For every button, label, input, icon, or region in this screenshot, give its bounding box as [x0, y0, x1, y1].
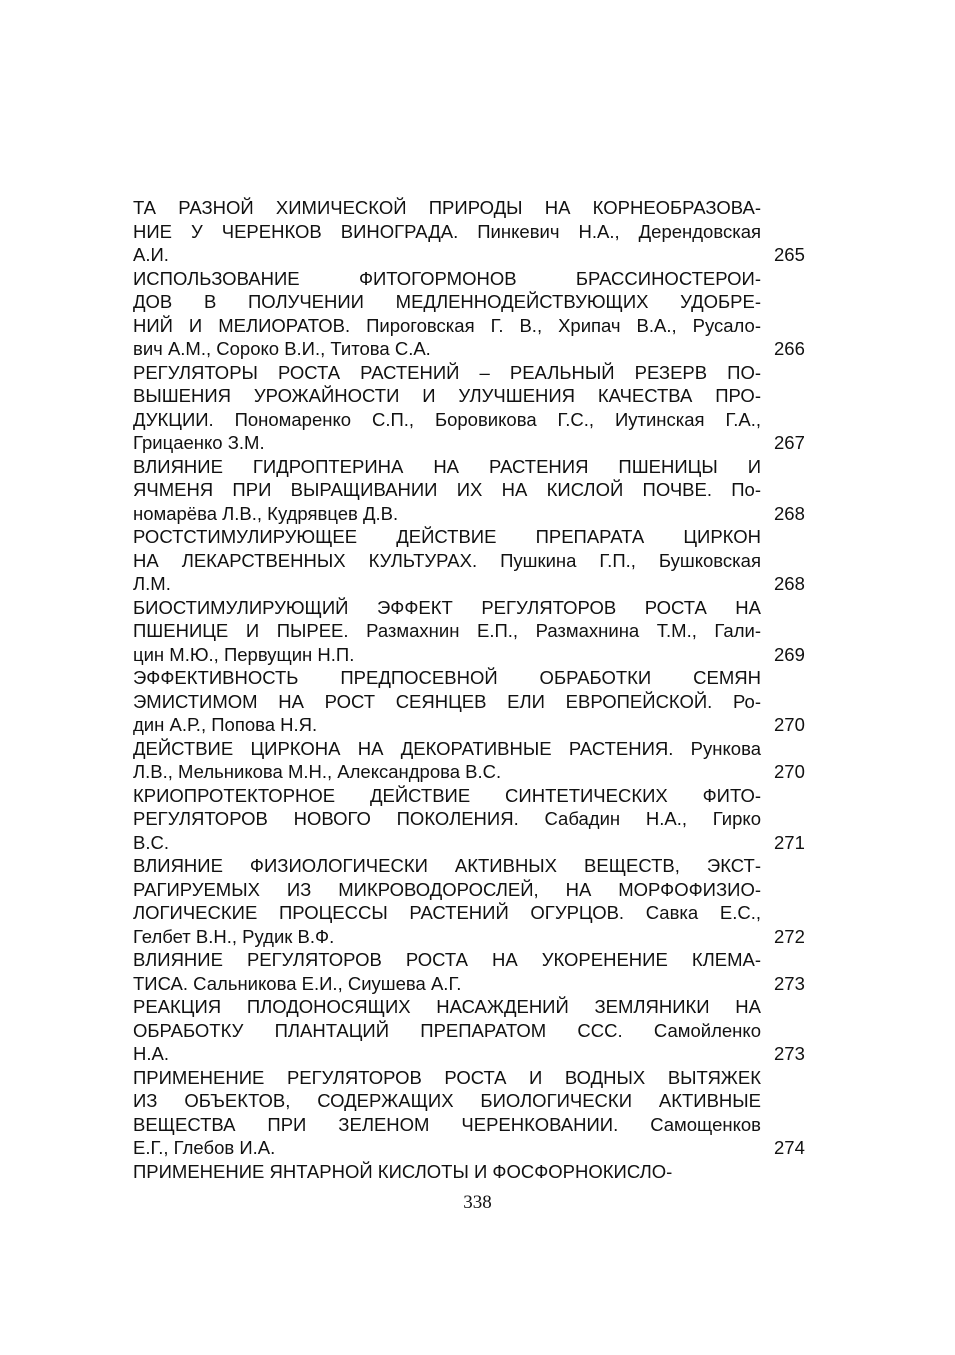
toc-entry-line: ВЛИЯНИЕ ФИЗИОЛОГИЧЕСКИ АКТИВНЫХ ВЕЩЕСТВ, ЭКСТ-: [133, 855, 761, 876]
toc-entry-line: ВЛИЯНИЕ РЕГУЛЯТОРОВ РОСТА НА УКОРЕНЕНИЕ КЛЕМА-: [133, 949, 761, 970]
toc-entry-line: Гелбет В.Н., Рудик В.Ф.: [133, 925, 335, 947]
toc-entry-line: КРИОПРОТЕКТОРНОЕ ДЕЙСТВИЕ СИНТЕТИЧЕСКИХ ФИТО-: [133, 784, 761, 806]
toc-entry-line: РЕГУЛЯТОРЫ РОСТА РАСТЕНИЙ – РЕАЛЬНЫЙ РЕЗЕРВ ПО-: [133, 361, 761, 383]
toc-entry-line: вич А.М., Сороко В.И., Титова С.А.: [133, 338, 431, 359]
toc-entry: [133, 267, 813, 361]
toc-entry: [133, 995, 813, 1066]
toc-entry-line: НИЕ У ЧЕРЕНКОВ ВИНОГРАДА. Пинкевич Н.А., Дерендовская: [133, 220, 761, 242]
toc-entry-page: 272: [774, 925, 805, 947]
toc-entry-line: ОБРАБОТКУ ПЛАНТАЦИЙ ПРЕПАРАТОМ ССС. Самойленко: [133, 1019, 761, 1041]
toc-entry: [133, 196, 813, 267]
toc-entry-line: ПШЕНИЦЕ И ПЫРЕЕ. Размахнин Е.П., Размахнина Т.М., Гали-: [133, 620, 761, 641]
toc-entry-line: Л.М.: [133, 573, 171, 594]
toc-entry-page: 274: [774, 1137, 805, 1158]
toc-entry-line: ЛОГИЧЕСКИЕ ПРОЦЕССЫ РАСТЕНИЙ ОГУРЦОВ. Савка Е.С.,: [133, 902, 761, 923]
toc-entry: [133, 737, 813, 784]
toc-entry: [133, 455, 813, 526]
toc-entry-line: ВЫШЕНИЯ УРОЖАЙНОСТИ И УЛУЧШЕНИЯ КАЧЕСТВА ПРО-: [133, 385, 761, 406]
toc-entry-line: А.И.: [133, 244, 169, 265]
toc-entry-line: ЭФФЕКТИВНОСТЬ ПРЕДПОСЕВНОЙ ОБРАБОТКИ СЕМЯН: [133, 667, 761, 688]
toc-entry-line: РЕАКЦИЯ ПЛОДОНОСЯЩИХ НАСАЖДЕНИЙ ЗЕМЛЯНИКИ НА: [133, 996, 761, 1017]
toc-entry-line: ВЕЩЕСТВА ПРИ ЗЕЛЕНОМ ЧЕРЕНКОВАНИИ. Самощенков: [133, 1113, 761, 1135]
toc-entry-line: цин М.Ю., Первущин Н.П.: [133, 643, 355, 665]
toc-entry-line: ДУКЦИИ. Пономаренко С.П., Боровикова Г.С., Иутинская Г.А.,: [133, 408, 761, 430]
toc-entry-line: ИЗ ОБЪЕКТОВ, СОДЕРЖАЩИХ БИОЛОГИЧЕСКИ АКТИВНЫЕ: [133, 1090, 761, 1111]
toc-entry-line: ВЛИЯНИЕ ГИДРОПТЕРИНА НА РАСТЕНИЯ ПШЕНИЦЫ И: [133, 455, 761, 477]
toc-entry-line: В.С.: [133, 831, 169, 853]
toc-entry-line: дин А.Р., Попова Н.Я.: [133, 714, 318, 735]
toc-entry-line: Грицаенко З.М.: [133, 432, 265, 453]
toc-entry-line: БИОСТИМУЛИРУЮЩИЙ ЭФФЕКТ РЕГУЛЯТОРОВ РОСТА НА: [133, 596, 761, 618]
toc-entry-line: ТИСА. Сальникова Е.И., Сиушева А.Г.: [133, 972, 462, 994]
toc-entry-line: НИЙ И МЕЛИОРАТОВ. Пироговская Г. В., Хрипач В.А., Русало-: [133, 314, 761, 336]
toc-entry: [133, 948, 813, 995]
toc-entry: [133, 596, 813, 667]
toc-entry: [133, 666, 813, 737]
toc-entry-page: 266: [774, 338, 805, 359]
toc-entry-line: ДЕЙСТВИЕ ЦИРКОНА НА ДЕКОРАТИВНЫЕ РАСТЕНИЯ. Рункова: [133, 737, 761, 759]
toc-entry-line: ПРИМЕНЕНИЕ ЯНТАРНОЙ КИСЛОТЫ И ФОСФОРНОКИСЛО-: [133, 1160, 673, 1182]
toc-entry: [133, 525, 813, 596]
toc-entry-line: ТА РАЗНОЙ ХИМИЧЕСКОЙ ПРИРОДЫ НА КОРНЕОБРАЗОВА-: [133, 197, 761, 218]
toc-entry: [133, 1160, 813, 1184]
toc-entry-line: РАГИРУЕМЫХ ИЗ МИКРОВОДОРОСЛЕЙ, НА МОРФОФИЗИО-: [133, 878, 761, 900]
toc-entry-page: 273: [774, 1043, 805, 1064]
toc-entry-page: 265: [774, 244, 805, 265]
toc-entry-line: номарёва Л.В., Кудрявцев Д.В.: [133, 502, 399, 524]
toc-entry-page: 268: [774, 573, 805, 594]
toc-entry: [133, 361, 813, 455]
toc-entry: [133, 854, 813, 948]
toc-entry-page: 270: [774, 714, 805, 735]
toc-entry-line: НА ЛЕКАРСТВЕННЫХ КУЛЬТУРАХ. Пушкина Г.П., Бушковская: [133, 549, 761, 571]
toc-entry-line: ЭМИСТИМОМ НА РОСТ СЕЯНЦЕВ ЕЛИ ЕВРОПЕЙСКОЙ. Ро-: [133, 690, 761, 712]
toc-entry-line: Л.В., Мельникова М.Н., Александрова В.С.: [133, 761, 502, 782]
toc-entry-line: РОСТСТИМУЛИРУЮЩЕЕ ДЕЙСТВИЕ ПРЕПАРАТА ЦИРКОН: [133, 526, 761, 547]
toc-entry-line: РЕГУЛЯТОРОВ НОВОГО ПОКОЛЕНИЯ. Сабадин Н.А., Гирко: [133, 808, 761, 829]
toc-entry-page: 267: [774, 432, 805, 453]
page-number: 338: [463, 1192, 492, 1213]
toc-entry-page: 273: [774, 972, 805, 994]
toc-entry-line: ЯЧМЕНЯ ПРИ ВЫРАЩИВАНИИ ИХ НА КИСЛОЙ ПОЧВЕ. По-: [133, 479, 761, 500]
toc-entry-page: 271: [774, 831, 805, 853]
toc-entry-line: ИСПОЛЬЗОВАНИЕ ФИТОГОРМОНОВ БРАССИНОСТЕРОИ-: [133, 267, 761, 289]
toc-entry-page: 270: [774, 761, 805, 782]
toc-entry-line: ДОВ В ПОЛУЧЕНИИ МЕДЛЕННОДЕЙСТВУЮЩИХ УДОБРЕ-: [133, 291, 761, 312]
toc-entry-line: ПРИМЕНЕНИЕ РЕГУЛЯТОРОВ РОСТА И ВОДНЫХ ВЫТЯЖЕК: [133, 1066, 761, 1088]
toc-entry-page: 269: [774, 643, 805, 665]
toc-entry-line: Е.Г., Глебов И.А.: [133, 1137, 276, 1158]
table-of-contents: [133, 196, 813, 1183]
toc-entry-line: Н.А.: [133, 1043, 169, 1064]
toc-entry-page: 268: [774, 502, 805, 524]
toc-entry: [133, 784, 813, 855]
toc-entry: [133, 1066, 813, 1160]
